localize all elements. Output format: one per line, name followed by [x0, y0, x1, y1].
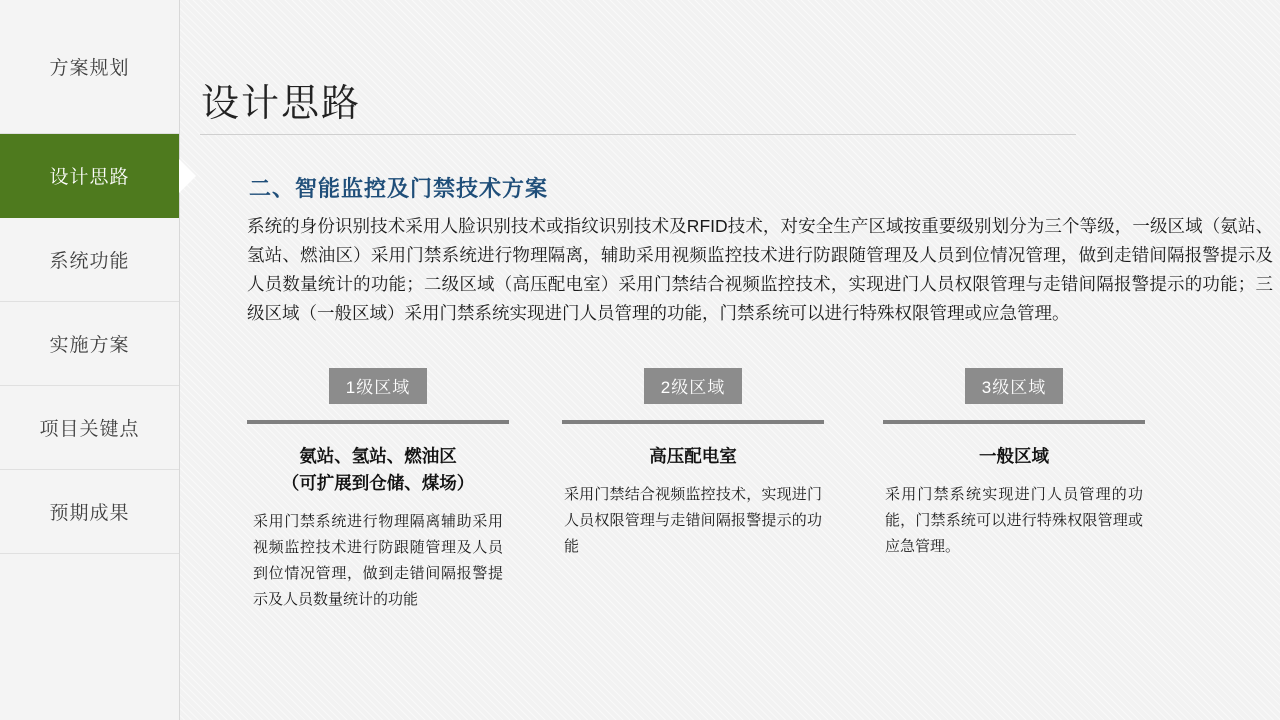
column-title-line1: 氨站、氢站、燃油区: [299, 446, 457, 466]
column-divider: [883, 420, 1145, 424]
column-title: [562, 443, 824, 470]
sidebar-item-label: 实施方案: [49, 335, 130, 356]
column-title-line2: （可扩展到仓储、煤场）: [281, 473, 475, 493]
level-column-2: [562, 368, 824, 560]
sidebar-item-label: 项目关键点: [39, 419, 140, 440]
column-title: [883, 443, 1145, 470]
column-title: [247, 443, 509, 497]
column-body: 采用门禁系统实现进门人员管理的功能，门禁系统可以进行特殊权限管理或应急管理。: [885, 486, 1143, 555]
sidebar-item-shishi-fangan[interactable]: [0, 302, 179, 386]
column-title-line1: 高压配电室: [649, 446, 737, 466]
level-badge: 3级区域: [965, 368, 1063, 404]
level-column-3: [883, 368, 1145, 560]
level-columns: [179, 368, 1280, 668]
sidebar: [0, 0, 180, 720]
level-badge: 2级区域: [644, 368, 742, 404]
title-divider: [200, 134, 1076, 135]
level-column-1: [247, 368, 509, 613]
column-divider: [562, 420, 824, 424]
sidebar-item-sheji-silu[interactable]: [0, 134, 179, 218]
sidebar-item-label: 方案规划: [49, 58, 130, 79]
badge-wrap: [247, 368, 509, 404]
section-heading: 二、智能监控及门禁技术方案: [249, 176, 549, 201]
sidebar-item-label: 设计思路: [49, 167, 130, 188]
sidebar-item-xitong-gongneng[interactable]: [0, 218, 179, 302]
intro-paragraph: 系统的身份识别技术采用人脸识别技术或指纹识别技术及RFID技术，对安全生产区域按重要级别划分为三个等级，一级区域（氨站、氢站、燃油区）采用门禁系统进行物理隔离，辅助采用视频监控技术进行防跟随管理及人员到位情况管理，做到走错间隔报警提示及人员数量统计的功能；二级区域（高压配电室）采用门禁结合视频监控技术，实现进门人员权限管理与走错间隔报警提示的功能；三级区域（一般区域）采用门禁系统实现进门人员管理的功能，门禁系统可以进行特殊权限管理或应急管理。: [247, 216, 1273, 323]
sidebar-item-xiangmu-guanjiandian[interactable]: [0, 386, 179, 470]
sidebar-item-yuqi-chengguo[interactable]: [0, 470, 179, 554]
column-title-line1: 一般区域: [979, 446, 1049, 466]
main-content: [179, 0, 1280, 720]
column-body: 采用门禁系统进行物理隔离辅助采用视频监控技术进行防跟随管理及人员到位情况管理，做到走错间隔报警提示及人员数量统计的功能: [253, 513, 503, 608]
badge-wrap: [562, 368, 824, 404]
column-body: 采用门禁结合视频监控技术，实现进门人员权限管理与走错间隔报警提示的功能: [564, 486, 822, 555]
sidebar-item-fangan-guihua[interactable]: [0, 0, 179, 134]
sidebar-item-label: 系统功能: [49, 251, 130, 272]
sidebar-item-label: 预期成果: [49, 503, 130, 524]
column-divider: [247, 420, 509, 424]
level-badge: 1级区域: [329, 368, 427, 404]
badge-wrap: [883, 368, 1145, 404]
page-title: 设计思路: [201, 83, 362, 125]
sidebar-bottom-spacer: [0, 554, 179, 638]
